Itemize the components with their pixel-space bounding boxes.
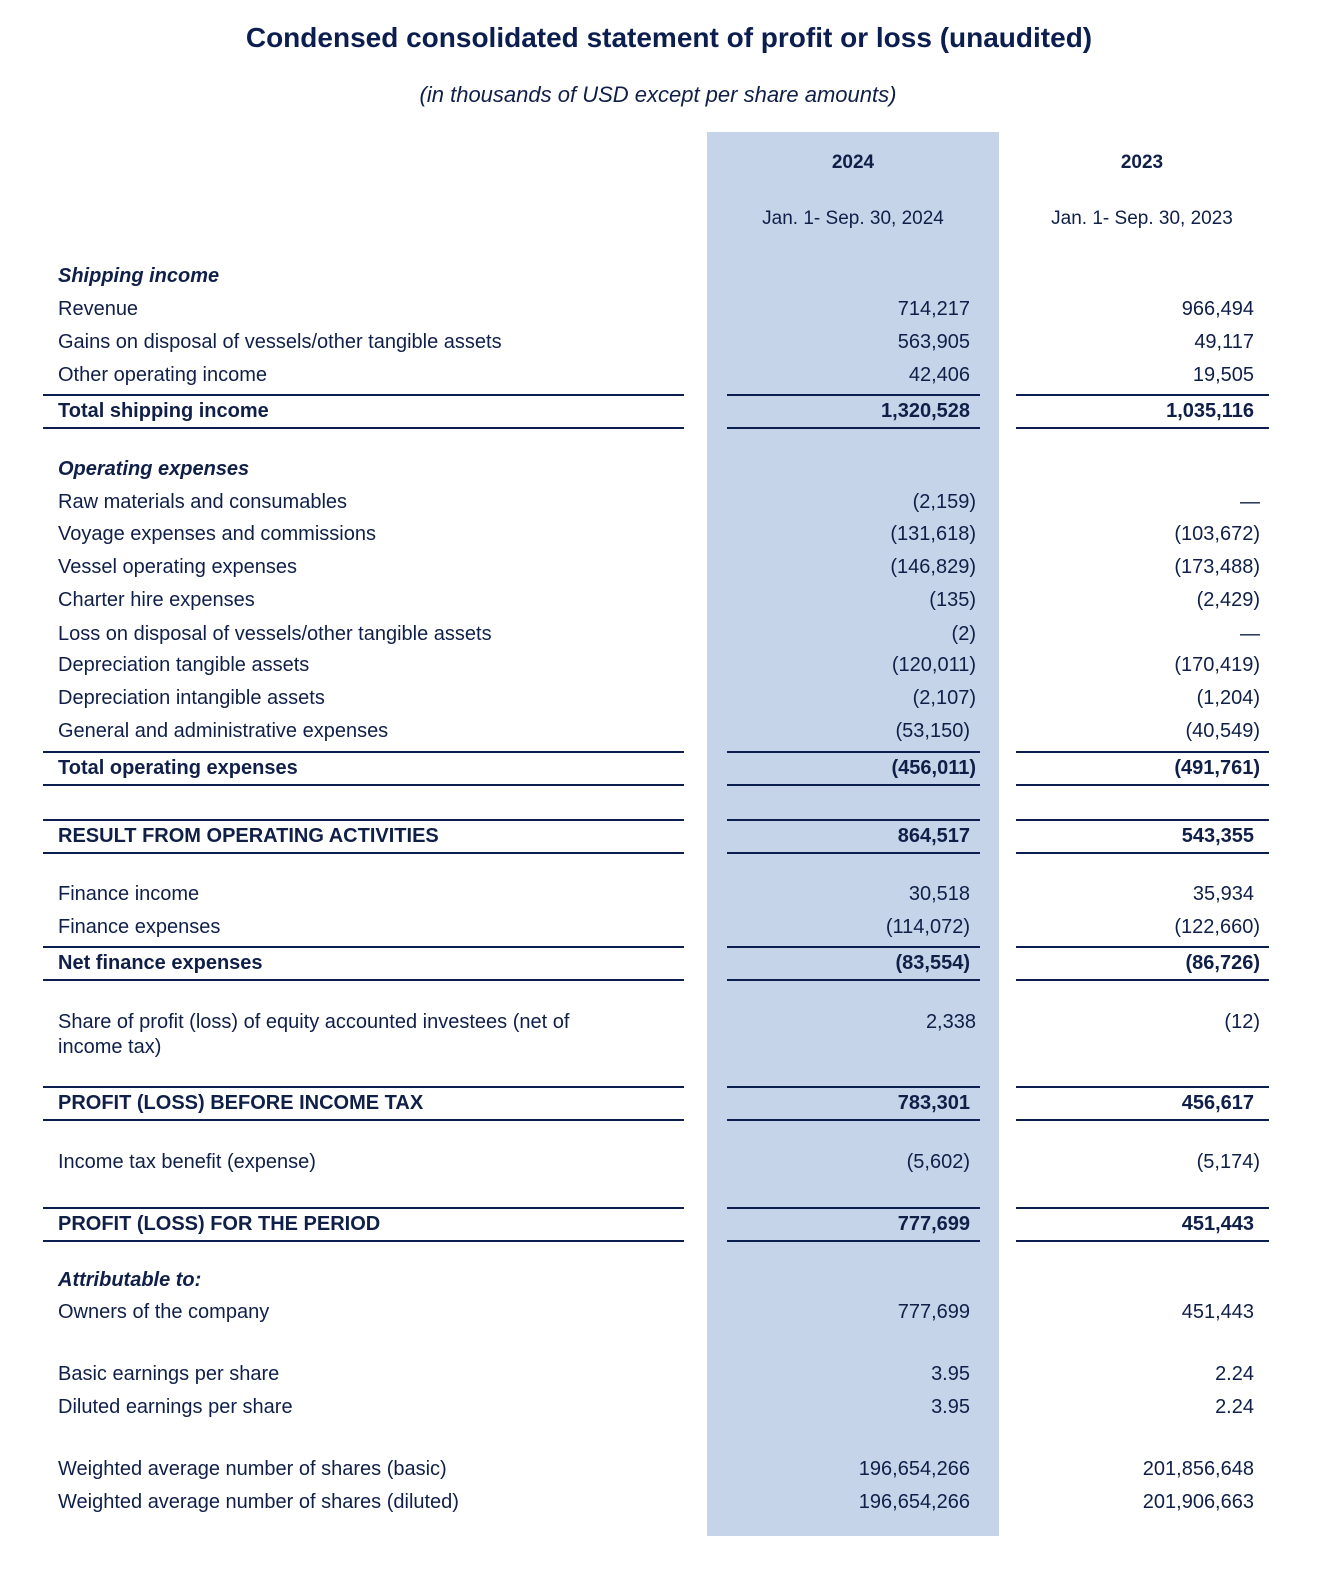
rule [43, 946, 684, 948]
row-label: Finance expenses [58, 916, 221, 938]
rule [727, 979, 980, 981]
rule [43, 394, 684, 396]
row-general-administrative [0, 719, 1338, 751]
value-2023: 451,443 [1181, 1301, 1254, 1323]
row-label-line-1: Share of profit (loss) of equity accounted investees (net of [58, 1011, 570, 1033]
value-2023: 201,906,663 [1142, 1491, 1254, 1513]
statement-title: Condensed consolidated statement of profit or loss (unaudited) [245, 22, 1093, 53]
rule [727, 819, 980, 821]
rule [43, 427, 684, 429]
section-operating-expenses [0, 457, 1338, 489]
rule [1016, 852, 1269, 854]
value-2023: (170,419) [1174, 654, 1260, 676]
value-2023: (1,204) [1196, 687, 1260, 709]
value-2023: 456,617 [1181, 1092, 1254, 1114]
row-label: PROFIT (LOSS) BEFORE INCOME TAX [58, 1092, 424, 1114]
rule [1016, 979, 1269, 981]
value-2023: (173,488) [1174, 556, 1260, 578]
row-label: Other operating income [58, 364, 268, 386]
value-2024: 3.95 [931, 1396, 970, 1418]
value-2023: 2.24 [1215, 1396, 1254, 1418]
rule [43, 1086, 684, 1088]
value-2024: 196,654,266 [858, 1491, 970, 1513]
value-2024: 864,517 [897, 825, 970, 847]
row-label: RESULT FROM OPERATING ACTIVITIES [58, 825, 439, 847]
value-2023: (2,429) [1196, 589, 1260, 611]
row-label-line-2: income tax) [58, 1036, 162, 1058]
rule [1016, 784, 1269, 786]
row-loss-disposal [0, 622, 1338, 654]
rule [1016, 1207, 1269, 1209]
value-2024: 3.95 [931, 1363, 970, 1385]
value-2023: 2.24 [1215, 1363, 1254, 1385]
row-label: Voyage expenses and commissions [58, 523, 376, 545]
rule [727, 1119, 980, 1121]
value-2023: 19,505 [1192, 364, 1254, 386]
value-2023: 451,443 [1181, 1213, 1254, 1235]
value-2024: (114,072) [885, 916, 970, 938]
row-revenue [0, 297, 1338, 329]
row-raw-materials [0, 490, 1338, 522]
value-2023: (491,761) [1174, 757, 1260, 779]
rule [43, 751, 684, 753]
row-label: Basic earnings per share [58, 1363, 280, 1385]
value-2024: (5,602) [906, 1151, 970, 1173]
row-charter-hire [0, 588, 1338, 620]
rule [727, 394, 980, 396]
row-label: General and administrative expenses [58, 720, 389, 742]
column-header-2024: 2024 [831, 152, 875, 173]
value-2024: 777,699 [897, 1213, 970, 1235]
period-header-2023: Jan. 1- Sep. 30, 2023 [1051, 208, 1233, 229]
rule [1016, 427, 1269, 429]
value-2024: (53,150) [895, 720, 970, 742]
rule [43, 1207, 684, 1209]
row-label: Finance income [58, 883, 200, 905]
value-2024: (83,554) [895, 952, 970, 974]
row-depreciation-tangible [0, 653, 1338, 685]
value-2024: 777,699 [897, 1301, 970, 1323]
rule [1016, 1119, 1269, 1121]
row-label: Total operating expenses [58, 757, 298, 779]
value-2023: 49,117 [1194, 331, 1254, 353]
section-shipping-income [0, 264, 1338, 296]
value-2024: 783,301 [897, 1092, 970, 1114]
rule [43, 1240, 684, 1242]
value-2024: 30,518 [908, 883, 970, 905]
section-label: Attributable to: [58, 1269, 202, 1291]
row-basic-eps [0, 1362, 1338, 1394]
value-2023: (86,726) [1185, 952, 1260, 974]
rule [43, 979, 684, 981]
value-2024: 196,654,266 [858, 1458, 970, 1480]
value-2023: 543,355 [1181, 825, 1254, 847]
rule [1016, 751, 1269, 753]
rule [43, 1119, 684, 1121]
rule [727, 784, 980, 786]
rule [727, 1207, 980, 1209]
value-2023: 1,035,116 [1166, 400, 1254, 422]
rule [1016, 946, 1269, 948]
row-depreciation-intangible [0, 686, 1338, 718]
value-2023: 966,494 [1181, 298, 1254, 320]
rule [43, 784, 684, 786]
row-label: Vessel operating expenses [58, 556, 298, 578]
value-2024: 714,217 [897, 298, 970, 320]
rule [727, 427, 980, 429]
row-label: Income tax benefit (expense) [58, 1151, 316, 1173]
rule [1016, 819, 1269, 821]
value-2023: (40,549) [1185, 720, 1260, 742]
row-label: Weighted average number of shares (basic) [58, 1458, 447, 1480]
row-label: Weighted average number of shares (diluted) [58, 1491, 459, 1513]
column-header-2023: 2023 [1120, 152, 1164, 173]
value-2024: (2,107) [912, 687, 976, 709]
row-finance-expenses [0, 915, 1338, 947]
value-2023: (12) [1224, 1011, 1260, 1033]
section-attributable-to [0, 1268, 1338, 1300]
row-income-tax [0, 1150, 1338, 1182]
section-label: Shipping income [58, 265, 220, 287]
period-header-2024: Jan. 1- Sep. 30, 2024 [762, 208, 944, 229]
rule [727, 946, 980, 948]
rule [1016, 1240, 1269, 1242]
row-label: Depreciation tangible assets [58, 654, 310, 676]
row-diluted-eps [0, 1395, 1338, 1427]
rule [43, 819, 684, 821]
value-2023: (5,174) [1196, 1151, 1260, 1173]
value-2023: (122,660) [1174, 916, 1260, 938]
value-2024: (456,011) [891, 757, 976, 779]
row-share-of-profit [0, 1010, 1338, 1062]
value-2024: 1,320,528 [881, 400, 970, 422]
rule [1016, 1086, 1269, 1088]
row-gains-disposal [0, 330, 1338, 362]
row-label: Owners of the company [58, 1301, 270, 1323]
value-2023: 201,856,648 [1142, 1458, 1254, 1480]
rule [727, 1086, 980, 1088]
value-2023: 35,934 [1192, 883, 1254, 905]
row-label: Depreciation intangible assets [58, 687, 325, 709]
row-label: PROFIT (LOSS) FOR THE PERIOD [58, 1213, 381, 1235]
row-finance-income [0, 882, 1338, 914]
rule [727, 852, 980, 854]
row-label: Total shipping income [58, 400, 269, 422]
value-2024: (2) [951, 623, 976, 645]
value-2023: — [1240, 491, 1260, 513]
row-other-operating-income [0, 363, 1338, 395]
value-2024: (135) [929, 589, 976, 611]
statement-subtitle: (in thousands of USD except per share amounts) [419, 82, 897, 107]
row-vessel-operating [0, 555, 1338, 587]
row-voyage-expenses [0, 522, 1338, 554]
section-label: Operating expenses [58, 458, 250, 480]
rule [727, 751, 980, 753]
row-label: Revenue [58, 298, 139, 320]
row-label: Diluted earnings per share [58, 1396, 293, 1418]
rule [43, 852, 684, 854]
row-weighted-shares-basic [0, 1457, 1338, 1489]
rule [1016, 394, 1269, 396]
value-2024: (2,159) [912, 491, 976, 513]
value-2024: 42,406 [908, 364, 970, 386]
row-label: Gains on disposal of vessels/other tangible assets [58, 331, 502, 353]
row-label: Raw materials and consumables [58, 491, 348, 513]
rule [727, 1240, 980, 1242]
value-2023: (103,672) [1174, 523, 1260, 545]
value-2023: — [1240, 623, 1260, 645]
row-label: Charter hire expenses [58, 589, 255, 611]
row-owners [0, 1300, 1338, 1332]
value-2024: (131,618) [890, 523, 976, 545]
row-weighted-shares-diluted [0, 1490, 1338, 1522]
value-2024: 2,338 [925, 1011, 976, 1033]
row-label: Loss on disposal of vessels/other tangible assets [58, 623, 492, 645]
value-2024: (146,829) [890, 556, 976, 578]
value-2024: (120,011) [891, 654, 976, 676]
value-2024: 563,905 [897, 331, 970, 353]
row-label: Net finance expenses [58, 952, 263, 974]
